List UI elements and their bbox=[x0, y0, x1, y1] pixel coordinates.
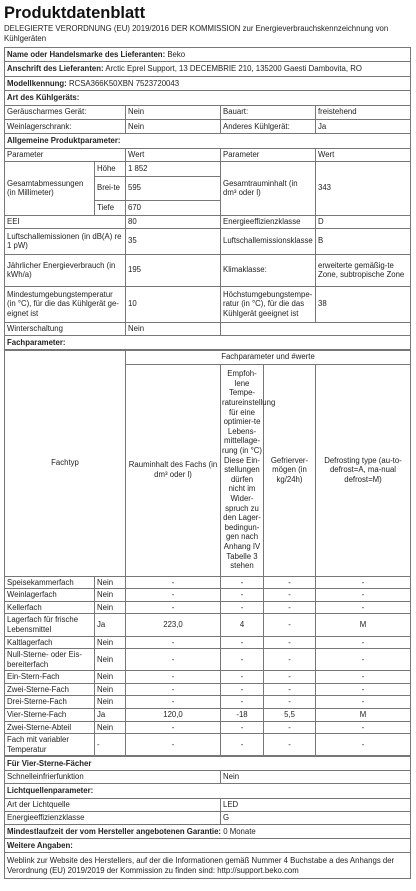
table-row bbox=[5, 601, 411, 614]
compartment-present: Nein bbox=[95, 601, 126, 614]
table-row bbox=[5, 636, 411, 649]
compartment-defrost: - bbox=[316, 576, 411, 589]
datasheet bbox=[4, 3, 410, 879]
compartment-volume: - bbox=[126, 576, 221, 589]
general-param-row: Luftschallemissionen (in dB(A) re 1 pW) 35 Luftschallemissionsklasse B bbox=[5, 228, 411, 254]
compartment-temp: - bbox=[221, 696, 264, 709]
compartment-freeze: - bbox=[264, 734, 316, 756]
compartment-volume: - bbox=[126, 696, 221, 709]
supplier-address-row: Anschrift des Lieferanten: Arctic Eprel Support, 13 DECEMBRIE 210, 135200 Gaesti Dambovita, RO bbox=[5, 62, 411, 76]
winter-row: Winterschaltung Nein bbox=[5, 322, 411, 335]
compartment-name: Speisekammerfach bbox=[5, 576, 95, 589]
compartment-temp: - bbox=[221, 589, 264, 602]
compartment-defrost: M bbox=[316, 614, 411, 636]
supplier-name-row: Name oder Handelsmarke des Lieferanten: Beko bbox=[5, 48, 411, 62]
compartment-temp: -18 bbox=[221, 709, 264, 722]
table-row bbox=[5, 614, 411, 636]
compartment-name: Zwei-Sterne-Fach bbox=[5, 683, 95, 696]
table-row bbox=[5, 696, 411, 709]
compartment-temp: - bbox=[221, 734, 264, 756]
table-row bbox=[5, 671, 411, 684]
volume-value: 343 bbox=[316, 161, 411, 215]
dimension-row: Tiefe 670 bbox=[5, 200, 411, 215]
compartment-defrost: - bbox=[316, 696, 411, 709]
compartment-name: Drei-Sterne-Fach bbox=[5, 696, 95, 709]
compartment-temp: - bbox=[221, 636, 264, 649]
page-title: Produktdatenblatt bbox=[4, 4, 146, 22]
compartment-name: Zwei-Sterne-Abteil bbox=[5, 721, 95, 734]
compartment-present: Nein bbox=[95, 683, 126, 696]
support-link[interactable]: http://support.beko.com bbox=[217, 865, 299, 875]
compartment-present: Ja bbox=[95, 614, 126, 636]
compartment-freeze: - bbox=[264, 721, 316, 734]
general-param-row: Mindestumgebungstemperatur (in °C), für die das Kühlgerät ge-eignet ist 10 Höchstumgebungstempe-ratur (in °C), für die das Kühlgerät geeignet ist 38 bbox=[5, 286, 411, 322]
general-param-row: EEI 80 Energieeffizienzklasse D bbox=[5, 215, 411, 228]
compartment-temp: - bbox=[221, 671, 264, 684]
compartment-present: Nein bbox=[95, 696, 126, 709]
type-row: Weinlagerschrank: Nein Anderes Kühlgerät: Ja bbox=[5, 119, 411, 133]
supplier-table bbox=[4, 47, 411, 350]
compartment-freeze: - bbox=[264, 601, 316, 614]
compartment-volume: - bbox=[126, 721, 221, 734]
compartment-freeze: - bbox=[264, 649, 316, 671]
model-row: Modellkennung: RCSA366K50XBN 7523720043 bbox=[5, 76, 411, 90]
dimensions-label: Gesamtabmessungen (in Millimeter) bbox=[5, 161, 95, 215]
compartment-freeze: - bbox=[264, 589, 316, 602]
table-row bbox=[5, 589, 411, 602]
volume-label: Gesamtrauminhalt (in dm³ oder l) bbox=[221, 161, 316, 215]
general-param-row: Jährlicher Energieverbrauch (in kWh/a) 195 Klimaklasse: erweiterte gemäßig-te Zone, subtropische Zone bbox=[5, 254, 411, 286]
table-row bbox=[5, 734, 411, 756]
general-section-header: Allgemeine Produktparameter: bbox=[5, 134, 411, 148]
warranty-row: Mindestlaufzeit der vom Hersteller angebotenen Garantie: 0 Monate bbox=[5, 824, 411, 838]
table-row bbox=[5, 576, 411, 589]
compartment-name: Ein-Stern-Fach bbox=[5, 671, 95, 684]
quick-freeze-row: Schnelleinfrierfunktion Nein bbox=[5, 771, 411, 784]
compartment-name: Kellerfach bbox=[5, 601, 95, 614]
compartment-volume: - bbox=[126, 601, 221, 614]
compartment-volume: - bbox=[126, 683, 221, 696]
table-row bbox=[5, 709, 411, 722]
compartment-present: Nein bbox=[95, 576, 126, 589]
warranty-value: 0 Monate bbox=[223, 826, 256, 836]
fach-params-header: Fachparameter und #werte bbox=[126, 350, 411, 364]
compartment-temp: - bbox=[221, 683, 264, 696]
compartment-present: Nein bbox=[95, 589, 126, 602]
fach-section-header: Fachparameter: bbox=[5, 335, 411, 349]
compartment-defrost: - bbox=[316, 589, 411, 602]
compartment-defrost: - bbox=[316, 636, 411, 649]
compartment-volume: - bbox=[126, 636, 221, 649]
compartment-defrost: - bbox=[316, 734, 411, 756]
compartment-defrost: M bbox=[316, 709, 411, 722]
model-id: RCSA366K50XBN 7523720043 bbox=[68, 78, 180, 88]
compartment-volume: - bbox=[126, 734, 221, 756]
compartment-defrost: - bbox=[316, 671, 411, 684]
light-class-row: Energieeffizienzklasse G bbox=[5, 811, 411, 824]
compartment-present: Nein bbox=[95, 721, 126, 734]
compartment-name: Lagerfach für frische Lebensmittel bbox=[5, 614, 95, 636]
four-star-section-header: Für Vier-Sterne-Fächer bbox=[5, 756, 411, 770]
fach-table bbox=[4, 350, 411, 757]
table-row bbox=[5, 683, 411, 696]
compartment-freeze: - bbox=[264, 696, 316, 709]
compartment-name: Vier-Sterne-Fach bbox=[5, 709, 95, 722]
col-defrost-header: Defrosting type (au-to-defrost=A, ma-nual defrost=M) bbox=[316, 364, 411, 576]
compartment-freeze: - bbox=[264, 636, 316, 649]
compartment-name: Weinlagerfach bbox=[5, 589, 95, 602]
compartment-name: Kaltlagerfach bbox=[5, 636, 95, 649]
fachtyp-header: Fachtyp bbox=[5, 350, 126, 576]
more-info-header: Weitere Angaben: bbox=[5, 839, 411, 853]
supplier-address: Arctic Eprel Support, 13 DECEMBRIE 210, 135200 Gaesti Dambovita, RO bbox=[105, 64, 362, 74]
dimension-row: Brei-te 595 bbox=[5, 176, 411, 200]
col-volume-header: Rauminhalt des Fachs (in dm³ oder l) bbox=[126, 364, 221, 576]
compartment-present: Nein bbox=[95, 649, 126, 671]
compartment-volume: - bbox=[126, 649, 221, 671]
compartment-freeze: - bbox=[264, 683, 316, 696]
compartment-freeze: - bbox=[264, 671, 316, 684]
supplier-name: Beko bbox=[167, 49, 186, 59]
compartment-volume: - bbox=[126, 671, 221, 684]
compartment-volume: - bbox=[126, 589, 221, 602]
compartment-present: Ja bbox=[95, 709, 126, 722]
general-header-row: Parameter Wert Parameter Wert bbox=[5, 148, 411, 161]
table-row bbox=[5, 649, 411, 671]
compartment-temp: - bbox=[221, 649, 264, 671]
footer-table bbox=[4, 756, 411, 880]
compartment-volume: 120,0 bbox=[126, 709, 221, 722]
more-info-text: Weblink zur Website des Herstellers, auf der die Informationen gemäß Nummer 4 Buchstabe a des Anhangs der Verordnung (EU) 2019/2019 der Kommission zu finden sind: http://support.beko.com bbox=[5, 853, 411, 879]
type-row: Geräuscharmes Gerät: Nein Bauart: freistehend bbox=[5, 105, 411, 119]
compartment-temp: 4 bbox=[221, 614, 264, 636]
col-temp-header: Empfoh-lene Tempe-ratureinstellung für eine optimier-te Lebens-mittellage-rung (in °C) Diese Ein-stellungen dürfen nicht im Wider-spruch zu den Lager-bedingun-gen nach Anhang IV Tabelle 3 stehen bbox=[221, 364, 264, 576]
table-row bbox=[5, 721, 411, 734]
light-type-row: Art der Lichtquelle LED bbox=[5, 798, 411, 811]
compartment-present: Nein bbox=[95, 671, 126, 684]
compartment-volume: 223,0 bbox=[126, 614, 221, 636]
regulation-subtitle: DELEGIERTE VERORDNUNG (EU) 2019/2016 DER KOMMISSION zur Energieverbrauchskennzeichnung von Kühlgeräten bbox=[4, 24, 389, 43]
compartment-freeze: - bbox=[264, 576, 316, 589]
dimension-row: Gesamtabmessungen (in Millimeter) Höhe 1 852 Gesamtrauminhalt (in dm³ oder l) 343 bbox=[5, 161, 411, 176]
compartment-present: - bbox=[95, 734, 126, 756]
compartment-freeze: - bbox=[264, 614, 316, 636]
compartment-temp: - bbox=[221, 721, 264, 734]
compartment-defrost: - bbox=[316, 649, 411, 671]
compartment-name: Null-Sterne- oder Eis-bereiterfach bbox=[5, 649, 95, 671]
light-section-header: Lichtquellenparameter: bbox=[5, 784, 411, 798]
compartment-defrost: - bbox=[316, 601, 411, 614]
compartment-defrost: - bbox=[316, 721, 411, 734]
compartment-temp: - bbox=[221, 601, 264, 614]
compartment-present: Nein bbox=[95, 636, 126, 649]
compartment-temp: - bbox=[221, 576, 264, 589]
compartment-name: Fach mit variabler Temperatur bbox=[5, 734, 95, 756]
col-freeze-header: Gefrierver-mögen (in kg/24h) bbox=[264, 364, 316, 576]
type-section-header: Art des Kühlgeräts: bbox=[5, 91, 411, 105]
compartment-defrost: - bbox=[316, 683, 411, 696]
compartment-freeze: 5,5 bbox=[264, 709, 316, 722]
